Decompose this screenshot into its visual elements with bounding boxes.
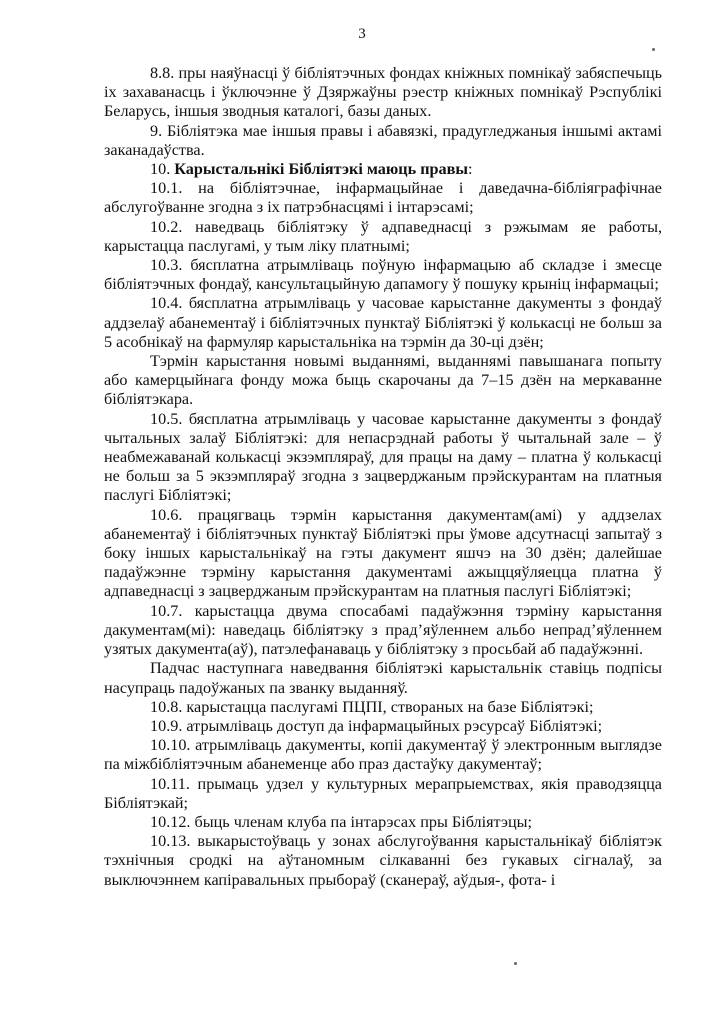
page-number: 3: [358, 26, 366, 42]
paragraph-10-heading: [104, 160, 662, 179]
paragraph-8-8: 8.8. пры наяўнасці ў бібліятэчных фондах кніжных помнікаў забяспечыць іх захаванасць і ўключэнне ў Дзяржаўны рэестр кніжных помнікаў Рэспублікі Беларусь, іншыя зводныя каталогі, базы даных.: [104, 64, 662, 121]
section-number: 10.: [150, 160, 175, 179]
paragraph-10-1: 10.1. на бібліятэчнае, інфармацыйнае і даведачна-бібліяграфічнае абслугоўванне згодна з іх патрэбнасцямі і інтарэсамі;: [104, 179, 662, 217]
paragraph-10-6: 10.6. працягваць тэрмін карыстання дакументам(амі) у аддзелах абанементаў і бібліятэчных пунктаў Бібліятэкі пры ўмове адсутнасці запытаў з боку іншых карыстальнікаў на гэты дакумент яшчэ на 30 дзён; далейшае падаўжэнне тэрміну карыстання дакументамі ажыццяўляецца платна ў адпаведнасці з зацверджаным прэйскурантам на платныя паслугі Бібліятэкі;: [104, 505, 662, 601]
paragraph-10-2: 10.2. наведваць бібліятэку ў адпаведнасці з рэжымам яе работы, карыстацца паслугамі, у тым ліку платнымі;: [104, 217, 662, 255]
paragraph-9: 9. Бібліятэка мае іншыя правы і абавязкі, прадугледжаныя іншымі актамі заканадаўства.: [104, 121, 662, 159]
paragraph-10-7: 10.7. карыстацца двума спосабамі падаўжэння тэрміну карыстання дакументам(мі): наведаць бібліятэку з прад’яўленнем альбо непрад’яўленнем узятых дакумента(аў), патэлефанаваць у бібліятэку з просьбай аб падаўжэнні.: [104, 601, 662, 659]
paragraph-10-11: 10.11. прымаць удзел у культурных мерапрыемствах, якія праводзяцца Бібліятэкай;: [104, 774, 662, 812]
paragraph-10-9: 10.9. атрымліваць доступ да інфармацыйных рэсурсаў Бібліятэкі;: [150, 716, 603, 735]
scan-speck: [652, 48, 655, 51]
scan-speck: [514, 962, 517, 965]
paragraph-10-5: 10.5. бясплатна атрымліваць у часовае карыстанне дакументы з фондаў чытальных залаў Бібліятэкі: для непасрэднай работы ў чытальнай зале – ў неабмежаванай колькасці экзэмпляраў, для працы на даму – платна ў колькасці не больш за 5 экзэмпляраў згодна з зацверджаным прэйскурантам на платныя паслугі Бібліятэкі;: [104, 409, 662, 505]
section-heading: Карыстальнікі Бібліятэкі маюць правы: [174, 160, 469, 179]
paragraph-10-13: 10.13. выкарыстоўваць у зонах абслугоўвання карыстальнікаў бібліятэк тэхнічныя сродкі на аўтаномным сілкаванні без гукавых сігналаў, за выключэннем капіравальных прыбораў (сканераў, аўдыя-, фота- і: [104, 832, 662, 889]
paragraph-10-4: 10.4. бясплатна атрымліваць у часовае карыстанне дакументы з фондаў аддзелаў абанементаў і бібліятэчных пунктаў Бібліятэкі ў колькасці не больш за 5 асобнікаў на фармуляр карыстальніка на тэрмін да 30-ці дзён;: [104, 294, 662, 351]
paragraph-10-10: 10.10. атрымліваць дакументы, копіі дакументаў ў электронным выглядзе па міжбібліятэчным абанеменце або праз дастаўку дакументаў;: [104, 736, 662, 774]
paragraph-term-note: Тэрмін карыстання новымі выданнямі, выданнямі павышанага попыту або камерцыйнага фонду можа быць скарочаны да 7–15 дзён на меркаванне бібліятэкара.: [104, 352, 662, 409]
paragraph-10-3: 10.3. бясплатна атрымліваць поўную інфармацыю аб складзе і змесце бібліятэчных фондаў, кансультацыйную дапамогу ў пошуку крыніц інфармацыі;: [104, 256, 662, 294]
paragraph-visit-note: Падчас наступнага наведвання бібліятэкі карыстальнік ставіць подпісы насупраць падоўжаных па званку выданняў.: [104, 659, 662, 697]
heading-colon: :: [468, 160, 473, 179]
paragraph-10-8: 10.8. карыстацца паслугамі ПЦПІ, створаных на базе Бібліятэкі;: [150, 697, 594, 716]
document-body: [104, 64, 662, 890]
paragraph-10-12: 10.12. быць членам клуба па інтарэсах пры Бібліятэцы;: [150, 812, 533, 831]
